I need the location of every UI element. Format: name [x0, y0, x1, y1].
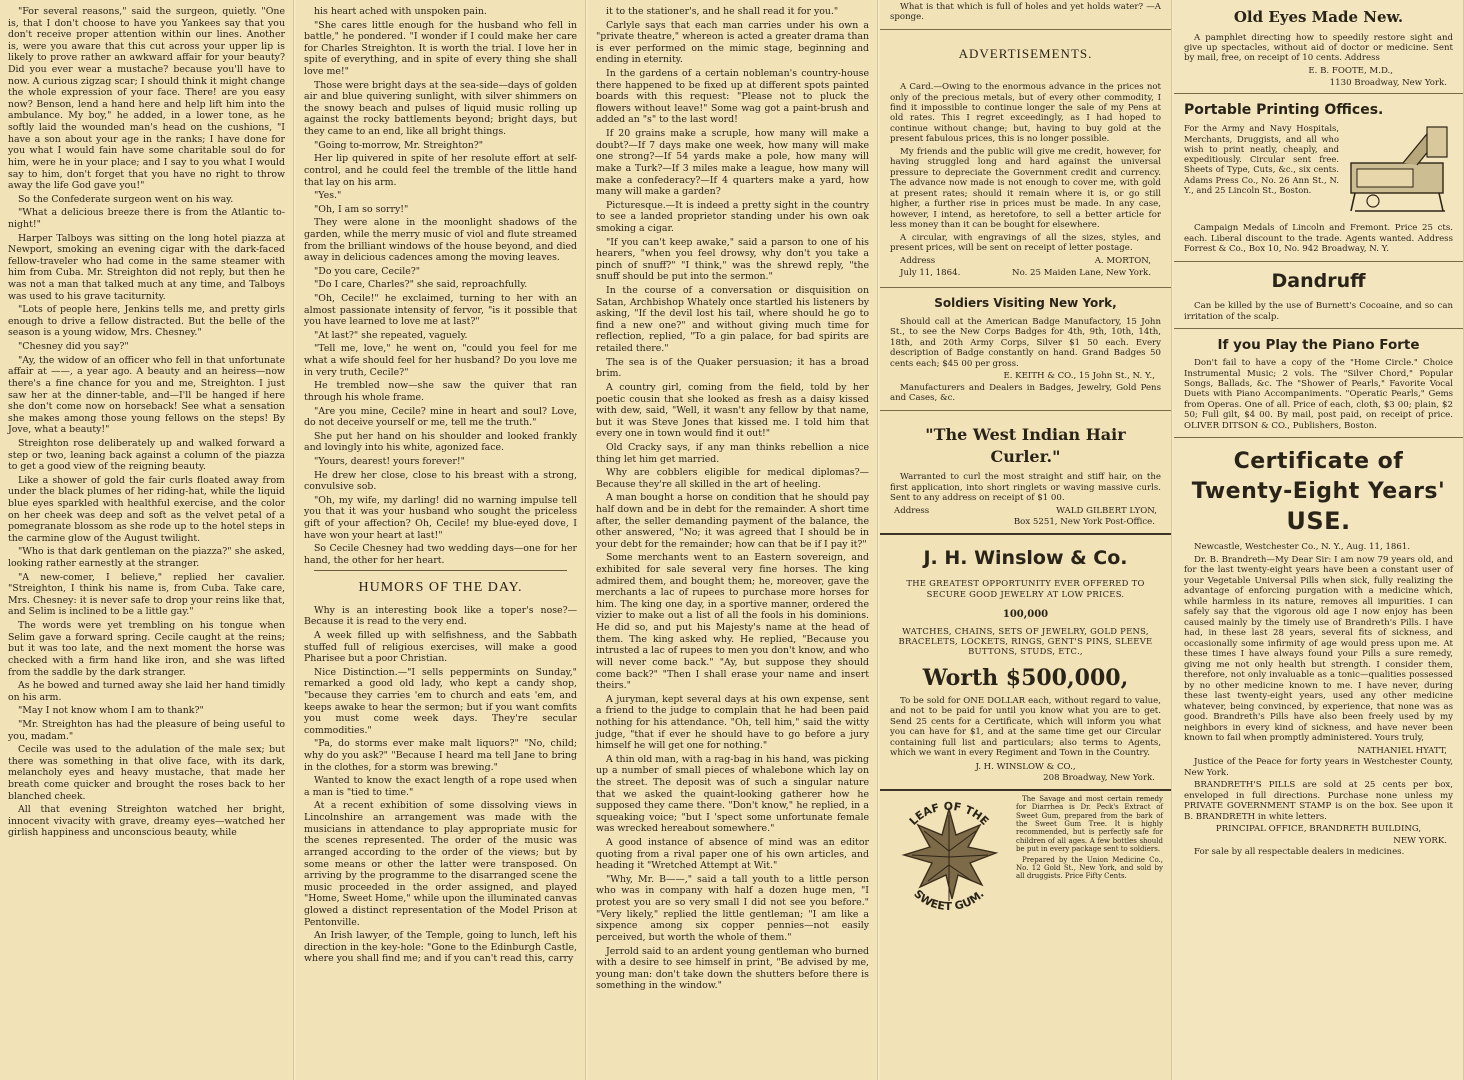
column-2-story [296, 0, 586, 1080]
story-paragraph: "Tell me, love," he went on, "could you feel for me what a wife should feel for her husband? Do you love me in very truth, Cecile?" [304, 343, 577, 378]
old-eyes-title: Old Eyes Made New. [1233, 8, 1404, 26]
story-paragraph: So Cecile Chesney had two wedding days—one for her hand, the other for her heart. [304, 543, 577, 566]
story-paragraph: All that evening Streighton watched her bright, innocent vivacity with grave, dreamy eyes—watched her girlish happiness and unconscious beauty, while [8, 804, 285, 839]
certificate-signer: NATHANIEL HYATT, [1357, 745, 1447, 756]
winslow-address: 208 Broadway, New York. [1043, 773, 1155, 784]
curler-name: WALD GILBERT LYON, [1056, 505, 1157, 516]
sponge-riddle [880, 0, 1171, 30]
humor-item: An Irish lawyer, of the Temple, going to lunch, left his direction in the key-hole: "Gone to the Edinburgh Castle, where you shall find me; and if you can't read this, carry [304, 930, 577, 965]
printing-press-icon [1343, 123, 1453, 219]
humor-item: Wanted to know the exact length of a rope used when a man is "tied to time." [304, 775, 577, 798]
certificate-title-1: Certificate of [1233, 449, 1404, 475]
piano-ad [1174, 329, 1463, 438]
card-paragraph: A circular, with engravings of all the sizes, styles, and present prices, will be sent on receipt of letter postage. [890, 232, 1161, 254]
story-paragraph: They were alone in the moonlight shadows of the garden, while the merry music of viol and flute streamed from the brilliant windows of the house beyond, and died away in delicious cadences among the moving leaves. [304, 217, 577, 264]
advertisements-heading: ADVERTISEMENTS. [958, 45, 1093, 61]
printing-text [1184, 123, 1339, 219]
humor-item: "If you can't keep awake," said a parson to one of his hearers, "when you feel drowsy, why don't you take a pinch of snuff?" "I think," was the shrewd reply, "the snuff should be put into the sermon." [596, 236, 869, 283]
curler-address-label: Address [894, 505, 930, 516]
soldiers-title: Soldiers Visiting New York, [934, 295, 1117, 310]
card-date-row [900, 268, 1151, 279]
story-paragraph: his heart ached with unspoken pain. [314, 6, 487, 17]
story-paragraph: "Going to-morrow, Mr. Streighton?" [314, 139, 484, 151]
certificate-ad [1174, 438, 1463, 863]
humors-heading: HUMORS OF THE DAY. [358, 580, 523, 596]
story-paragraph: "Yours, dearest! yours forever!" [314, 455, 465, 467]
story-paragraph: "Do you care, Cecile?" [314, 265, 421, 277]
story-paragraph: "What a delicious breeze there is from the Atlantic to-night!" [8, 207, 285, 230]
soldiers-ad [880, 288, 1171, 411]
humor-item: Some merchants went to an Eastern sovereign, and exhibited for sale several very fine horses. The king admired them, and bought them; he, moreover, gave the merchants a lac of rupees to purchase more horses for him. The king one day, in a sportive manner, ordered the vizier to make out a list of all the fools in his dominions. He did so, and put his Majesty's name at the head of them. The king asked why. He replied, "Because you intrusted a lac of rupees to men you don't know, and who will never come back." "Ay, but suppose they should come back?" "Then I shall erase your name and insert theirs." [596, 552, 869, 692]
old-eyes-body: A pamphlet directing how to speedily restore sight and give up spectacles, without aid of doctor or medicine. Sent by mail, free, on receipt of 10 cents. Address [1184, 32, 1453, 64]
winslow-count: 100,000 [1002, 609, 1049, 621]
column-4-ads [880, 0, 1172, 1080]
story-paragraph: Harper Talboys was sitting on the long hotel piazza at Newport, smoking an evening cigar with the dark-faced fellow-traveler who had come in the same steamer with him from Cuba. Mr. Streighton did not reply, but then he was not a man that talked much at any time, and Talboys was used to his grave taciturnity. [8, 232, 285, 302]
column-5-ads [1174, 0, 1464, 1080]
card-paragraph: My friends and the public will give me credit, however, for having struggled long and hard against the universal pressure to depreciate the Government credit and currency. The advance now made is not enough to cover me, with gold at present rates; should it remain where it is, or go still higher, a further rise in prices must be made. In any case, however, I intend, as heretofore, to sell a better article for less money than it can be bought for elsewhere. [890, 146, 1161, 231]
curler-title-1: "The West Indian Hair [925, 424, 1126, 444]
story-paragraph: "At last?" she repeated, vaguely. [314, 329, 468, 341]
card-address: No. 25 Maiden Lane, New York. [1012, 268, 1151, 279]
winslow-name: J. H. WINSLOW & CO., [975, 761, 1076, 772]
story-paragraph: "Do I care, Charles?" she said, reproachfully. [314, 279, 528, 291]
winslow-title: J. H. Winslow & Co. [923, 546, 1128, 569]
riddle-text: What is that which is full of holes and yet holds water? —A sponge. [890, 2, 1161, 23]
curler-body: Warranted to curl the most straight and stiff hair, on the first application, into short ringlets or waving massive curls. Sent to any address on receipt of $1 00. [890, 472, 1161, 504]
story-paragraph: "Oh, Cecile!" he exclaimed, turning to her with an almost passionate intensity of fervor, "is it possible that you have learned to love me at last?" [304, 293, 577, 328]
humor-item: A thin old man, with a rag-bag in his hand, was picking up a number of small pieces of whalebone which lay on the street. The deposit was of such a singular nature that we asked the quaint-looking gatherer how he supposed they came there. "Don't know," he replied, in a squeaking voice; "but I 'spect some unfortunate female was wrecked hereabout somewhere." [596, 753, 869, 835]
sweet-gum-body-1: The Savage and most certain remedy for Diarrhea is Dr. Peck's Extract of Sweet Gum, prepared from the bark of the Sweet Gum Tree. It is highly recommended, but is perfectly safe for children of all ages. A few bottles should be put in every package sent to soldiers. [1016, 794, 1163, 854]
column-3-humors [588, 0, 878, 1080]
humor-item: A juryman, kept several days at his own expense, sent a friend to the judge to complain that he had been paid nothing for his attendance. "Oh, tell him," said the witty judge, "that if ever he should have to go before a jury himself he will get one for nothing." [596, 693, 869, 752]
humor-item: A man bought a horse on condition that he should pay half down and be in debt for the remainder. A short time after, the seller demanding payment of the balance, the other answered, "No; it was agreed that I should be in your debt for the remainder; how can that be if I pay it?" [596, 492, 869, 550]
story-paragraph: Those were bright days at the sea-side—days of golden air and blue quivering sunlight, with silver shimmers on the snowy beach and pulses of liquid music rolling up against the rocky battlements beyond; bright days, but they came to an end, like all bright things. [304, 79, 577, 138]
soldiers-name: E. KEITH & CO., 15 John St., N. Y., [1003, 371, 1155, 382]
humor-item: Carlyle says that each man carries under his own a "private theatre," whereon is acted a greater drama than is ever performed on the mimic stage, beginning and ending in eternity. [596, 19, 869, 66]
printing-title: Portable Printing Offices. [1184, 102, 1384, 119]
story-paragraph: Like a shower of gold the fair curls floated away from under the black plumes of her riding-hat, while the liquid blue eyes sparkled with healthful exercise, and the color on her cheek was deep and soft as the velvet petal of a pomegranate blossom as she rode up to the hotel steps in the carmine glow of the August twilight. [8, 474, 285, 544]
humor-item: At a recent exhibition of some dissolving views in Lincolnshire an arrangement was made with the musicians in attendance to play appropriate music for the scenes represented. The order of the music was arranged according to the order of the views; but by some means or other the latter were transposed. On arriving by the programme to the disarranged scene the music proceeded in the order assigned, and played "Home, Sweet Home," while upon the illuminated canvas glowed a distinct representation of the Model Prison at Pentonville. [304, 800, 577, 928]
humor-item: Why are cobblers eligible for medical diplomas?—Because they're all skilled in the art of heeling. [596, 467, 869, 490]
humor-item: Jerrold said to an ardent young gentleman who burned with a desire to see himself in print, "Be advised by me, young man: don't take down the shutters before there is something in the window." [596, 945, 869, 992]
card-signature-row [900, 256, 1151, 267]
curler-address: Box 5251, New York Post-Office. [1013, 517, 1155, 528]
story-paragraph: Cecile was used to the adulation of the male sex; but there was something in that olive face, with its dark, melancholy eyes and heavy mustache, that made her breath come quicker and brought the roses back to her blanched cheek. [8, 744, 285, 802]
story-paragraph: "Chesney did you say?" [18, 341, 129, 353]
card-name: A. MORTON, [1094, 255, 1151, 266]
story-paragraph: He trembled now—she saw the quiver that ran through his whole frame. [304, 380, 577, 403]
winslow-body: To be sold for ONE DOLLAR each, without regard to value, and not to be paid for until you know what you are to get. Send 25 cents for a Certificate, which will inform you what you can have for $1, and at the same time get our Circular containing full list and particulars; also terms to Agents, which we want in every Regiment and Town in the Country. [890, 695, 1161, 759]
leaf-top-label: LEAF OF THE [906, 799, 992, 828]
certificate-title-3: USE. [1286, 506, 1351, 535]
humor-item: "Pa, do storms ever make malt liquors?" "No, child; why do you ask?" "Because I heard ma tell Jane to bring in the clothes, for a storm was brewing." [304, 738, 577, 773]
story-paragraph: As he bowed and turned away she laid her hand timidly on his arm. [8, 680, 285, 703]
story-paragraph: "Who is that dark gentleman on the piazza?" she asked, looking rather earnestly at the stranger. [8, 546, 285, 570]
humor-item: it to the stationer's, and he shall read it for you." [606, 6, 839, 17]
story-paragraph: "Are you mine, Cecile? mine in heart and soul? Love, do not deceive yourself or me, tell me the truth." [304, 405, 577, 429]
story-paragraph: "Oh, my wife, my darling! did no warning impulse tell you that it was your husband who sought the priceless gift of your affection? Oh, Cecile! my blue-eyed dove, I have won your heart at last!" [304, 494, 577, 541]
column-1-story [0, 0, 294, 1080]
story-paragraph: "Oh, I am so sorry!" [314, 203, 409, 215]
humor-item: In the gardens of a certain nobleman's country-house there happened to be fixed up at different spots painted boards with this request: "Please not to pluck the flowers without leave!" Some wag got a paint-brush and added an "s" to the last word! [596, 68, 869, 126]
humor-item: A week filled up with selfishness, and the Sabbath stuffed full of religious exercises, will make a good Pharisee but a poor Christian. [304, 629, 577, 665]
piano-body: Don't fail to have a copy of the "Home Circle." Choice Instrumental Music; 2 vols. The "Silver Chord," Popular Songs, Ballads, &c. The "Shower of Pearls," Favorite Vocal Duets with Piano Accompaniments. "Operatic Pearls," Gems from Operas. One of all. Price of each, cloth, $3 00; plain, $2 50; Full gilt, $4 00. By mail, post paid, on receipt of price. OLIVER DITSON & CO., Publishers, Boston. [1184, 358, 1453, 431]
winslow-ad [880, 535, 1171, 791]
leaf-bottom-label: SWEET GUM. [911, 887, 987, 911]
old-eyes-address: 1130 Broadway, New York. [1329, 77, 1447, 88]
printing-body-row [1184, 123, 1453, 219]
section-divider [314, 570, 567, 571]
sweet-gum-text [1016, 795, 1163, 883]
humor-item: In the course of a conversation or disquisition on Satan, Archbishop Whately once startled his listeners by asking, "If the devil lost his tail, where should he go to find a new one?" and without giving much time for reflection, replied, "To a gin palace, for bad spirits are retailed there." [596, 285, 869, 355]
printing-ad [1174, 94, 1463, 262]
certificate-text [1184, 542, 1453, 743]
curler-title-2: Curler." [990, 446, 1061, 466]
winslow-items: WATCHES, CHAINS, SETS OF JEWELRY, GOLD PENS, BRACELETS, LOCKETS, RINGS, GENT'S PINS, SLEEVE BUTTONS, STUDS, ETC., [898, 625, 1153, 657]
old-eyes-name: E. B. FOOTE, M.D., [1308, 65, 1393, 76]
story-paragraph: He drew her close, close to his breast with a strong, convulsive sob. [304, 469, 577, 493]
story-paragraph: "Ay, the widow of an officer who fell in that unfortunate affair at ——, a year ago. A beauty and an heiress—now there's a fine chance for you and me, Streighton. I just saw her at the dinner-table, and—I'll be hanged if here she don't come now on horseback! See what a sensation she makes among those young fellows on the steps! By Jove, what a beauty!" [8, 354, 285, 436]
certificate-office: PRINCIPAL OFFICE, BRANDRETH BUILDING, [1215, 824, 1422, 835]
printing-body: For the Army and Navy Hospitals, Merchants, Druggists, and all who wish to print neatly, cheaply, and expeditiously. Circular sent free. Sheets of Type, Cuts, &c., six cents. Adams Press Co., No. 26 Ann St., N. Y., and 25 Lincoln St., Boston. [1184, 123, 1339, 195]
certificate-paragraph: Newcastle, Westchester Co., N. Y., Aug. 11, 1861. [1194, 542, 1411, 553]
story-paragraph: "She cares little enough for the husband who fell in battle," he pondered. "I wonder if I could make her care for Charles Streighton. It is worth the trial. I love her in spite of everything, and in spite of every thing she shall love me!" [304, 19, 577, 78]
dandruff-title: Dandruff [1271, 269, 1366, 292]
curler-ad [880, 411, 1171, 535]
humor-item: Picturesque.—It is indeed a pretty sight in the country to see a landed proprietor standing under his own oak smoking a cigar. [596, 199, 869, 234]
humor-item: Nice Distinction.—"I sells peppermints on Sunday," remarked a good old lady, who kept a candy shop, "because they carries 'em to church and eats 'em, and keeps awake to hear the sermon; but if you want comfits you must come week days. They're secular commodities." [304, 666, 577, 736]
certificate-signer-role: Justice of the Peace for forty years in Westchester County, New York. [1184, 757, 1453, 778]
soldiers-body: Should call at the American Badge Manufactory, 15 John St., to see the New Corps Badges for 4th, 9th, 10th, 14th, 18th, and 20th Army Corps, Silver $1 50 each. Every description of Badge constantly on hand. Grand Badges 50 cents each; $45 00 per gross. [890, 316, 1161, 369]
certificate-dealers: For sale by all respectable dealers in medicines. [1194, 847, 1405, 858]
story-paragraph: "Mr. Streighton has had the pleasure of being useful to you, madam." [8, 718, 285, 742]
certificate-pills: BRANDRETH'S PILLS are sold at 25 cents per box, enveloped in full directions. Purchase none unless my PRIVATE GOVERNMENT STAMP is on the box. See upon it B. BRANDRETH in white letters. [1184, 780, 1453, 822]
card-date: July 11, 1864. [900, 268, 961, 279]
sweet-gum-ad [880, 791, 1171, 915]
old-eyes-ad [1174, 0, 1463, 94]
humor-item: The sea is of the Quaker persuasion; it has a broad brim. [596, 356, 869, 380]
story-paragraph: "A new-comer, I believe," replied her cavalier. "Streighton, I think his name is, from Cuba. Take care, Mrs. Chesney: it is never safe to drop your reins like that, and Selim is inclined to be a little gay." [8, 571, 285, 618]
story-paragraph: "Lots of people here, Jenkins tells me, and pretty girls enough to drive a fellow distracted. But the belle of the season is a young widow, Mrs. Chesney." [8, 304, 285, 339]
winslow-subtitle: THE GREATEST OPPORTUNITY EVER OFFERED TO SECURE GOOD JEWELRY AT LOW PRICES. [906, 578, 1145, 599]
humor-item: "Why, Mr. B——," said a tall youth to a little person who was in company with half a dozen huge men, "I protest you are so very small I did not see you before." "Very likely," replied the little gentleman; "I am like a sixpence among six copper pennies—not easily perceived, but worth the whole of them." [596, 873, 869, 943]
humor-item: If 20 grains make a scruple, how many will make a doubt?—If 7 days make one week, how many will make one strong?—If 54 yards make a pole, how many will make a Turk?—If 3 miles make a league, how many will make a confederacy?—If 4 quarters make a yard, how many will make a garden? [596, 128, 869, 198]
card-text [890, 82, 1161, 254]
curler-sign-row [894, 506, 1157, 517]
piano-title: If you Play the Piano Forte [1217, 337, 1420, 354]
humors-list [304, 605, 577, 965]
story-paragraph: "Yes." [314, 190, 342, 202]
certificate-paragraph: Dr. B. Brandreth—My Dear Sir: I am now 79 years old, and for the last twenty-eight years have been a constant user of your Vegetable Universal Pills when sick, fully realizing the advantage of enforcing purgation with a medicine which, while harmless in its nature, removes all impurities. I can safely say that the vigorous old age I now enjoy has been caused mainly by the timely use of Brandreth's Pills. I have had, in these last 28 years, several fits of sickness, and occasionally some infirmity of age would press upon me. At these times I have always found your Pills a sure remedy, giving me not only health but strength. I consider them, therefore, not only invaluable as a tonic—qualities possessed by no other medicine known to me. I have never, during these last twenty-eight years, used any other medicine whatever, being convinced, by experience, that none was as good. Brandreth's Pills have also been freely used by my neighbors in every kind of sickness, and have never been known to fail when promptly administered. Yours truly, [1184, 554, 1453, 744]
humor-item: Old Cracky says, if any man thinks rebellion a nice thing let him get married. [596, 441, 869, 465]
dandruff-ad [1174, 262, 1463, 329]
card-paragraph: A Card.—Owing to the enormous advance in the prices not only of the precious metals, but of every other commodity, I find it impossible to continue longer the sale of my Pens at old rates. This I regret exceedingly, as I had hoped to continue without change; but, having to buy gold at the present fabulous prices, this is no longer possible. [890, 82, 1161, 145]
sweet-gum-body-2: Prepared by the Union Medicine Co., No. 12 Gold St., New York, and sold by all druggists. Price Fifty Cents. [1016, 855, 1163, 881]
medals-text: Campaign Medals of Lincoln and Fremont. Price 25 cts. each. Liberal discount to the trade. Agents wanted. Address Forrest & Co., Box 10, No. 942 Broadway, N. Y. [1184, 223, 1453, 255]
humor-item: A good instance of absence of mind was an editor quoting from a rival paper one of his own articles, and heading it "Wretched Attempt at Wit." [596, 837, 869, 872]
card-address-label: Address [900, 255, 936, 266]
winslow-worth: Worth $500,000, [922, 664, 1129, 691]
story-paragraph: "May I not know whom I am to thank?" [18, 705, 204, 717]
card-ad [880, 76, 1171, 288]
humor-item: Why is an interesting book like a toper's nose?—Because it is read to the very end. [304, 604, 577, 628]
story-paragraph: The words were yet trembling on his tongue when Selim gave a forward spring. Cecile caught at the reins; but it was too late, and the next moment the horse was checked with a firm hand like iron, and she was lifted from the saddle by the dark stranger. [8, 620, 285, 678]
story-paragraph: So the Confederate surgeon went on his way. [18, 193, 234, 205]
story-paragraph: She put her hand on his shoulder and looked frankly and lovingly into his white, agonized face. [304, 430, 577, 454]
story-paragraph: Her lip quivered in spite of her resolute effort at self-control, and he could feel the tremble of the little hand that lay on his arm. [304, 153, 577, 188]
humor-item: A country girl, coming from the field, told by her poetic cousin that she looked as fresh as a daisy kissed with dew, said, "Well, it wasn't any fellow by that name, but it was Steve Jones that kissed me. I told him that every one in town would find it out!" [596, 381, 869, 440]
story-paragraph: "For several reasons," said the surgeon, quietly. "One is, that I don't choose to have you Yankees say that you don't receive proper attention within our lines. Another is, were you aware that this cut across your upper lip is likely to prove rather an awkward affair for your beauty? Did you ever wear a mustache? because you'll have to now. A curious zigzag scar; I should think it might change the whole expression of your face. There! are you easy now? Benson, lend a hand here and help lift him into the ambulance. My boy," he added, in a lower tone, as he softly laid the wounded man's head on the cushions, "I have a son about your age in the ranks; I have done for you what I would fain have some charitable soul do for him, were he in your place; and I say to you what I would say to him, don't forget that you have no right to throw away the life God gave you!" [8, 6, 285, 192]
story-continuation [304, 6, 577, 566]
dandruff-body: Can be killed by the use of Burnett's Cocoaine, and so can irritation of the scalp. [1184, 301, 1453, 322]
sweet-gum-leaf-icon [888, 795, 1010, 911]
story-paragraph: Streighton rose deliberately up and walked forward a step or two, leaning back against a column of the piazza to get a good view of the reigning beauty. [8, 437, 285, 473]
certificate-city: NEW YORK. [1393, 835, 1447, 846]
soldiers-role: Manufacturers and Dealers in Badges, Jewelry, Gold Pens and Cases, &c. [890, 382, 1161, 404]
certificate-title-2: Twenty-Eight Years' [1191, 478, 1446, 504]
